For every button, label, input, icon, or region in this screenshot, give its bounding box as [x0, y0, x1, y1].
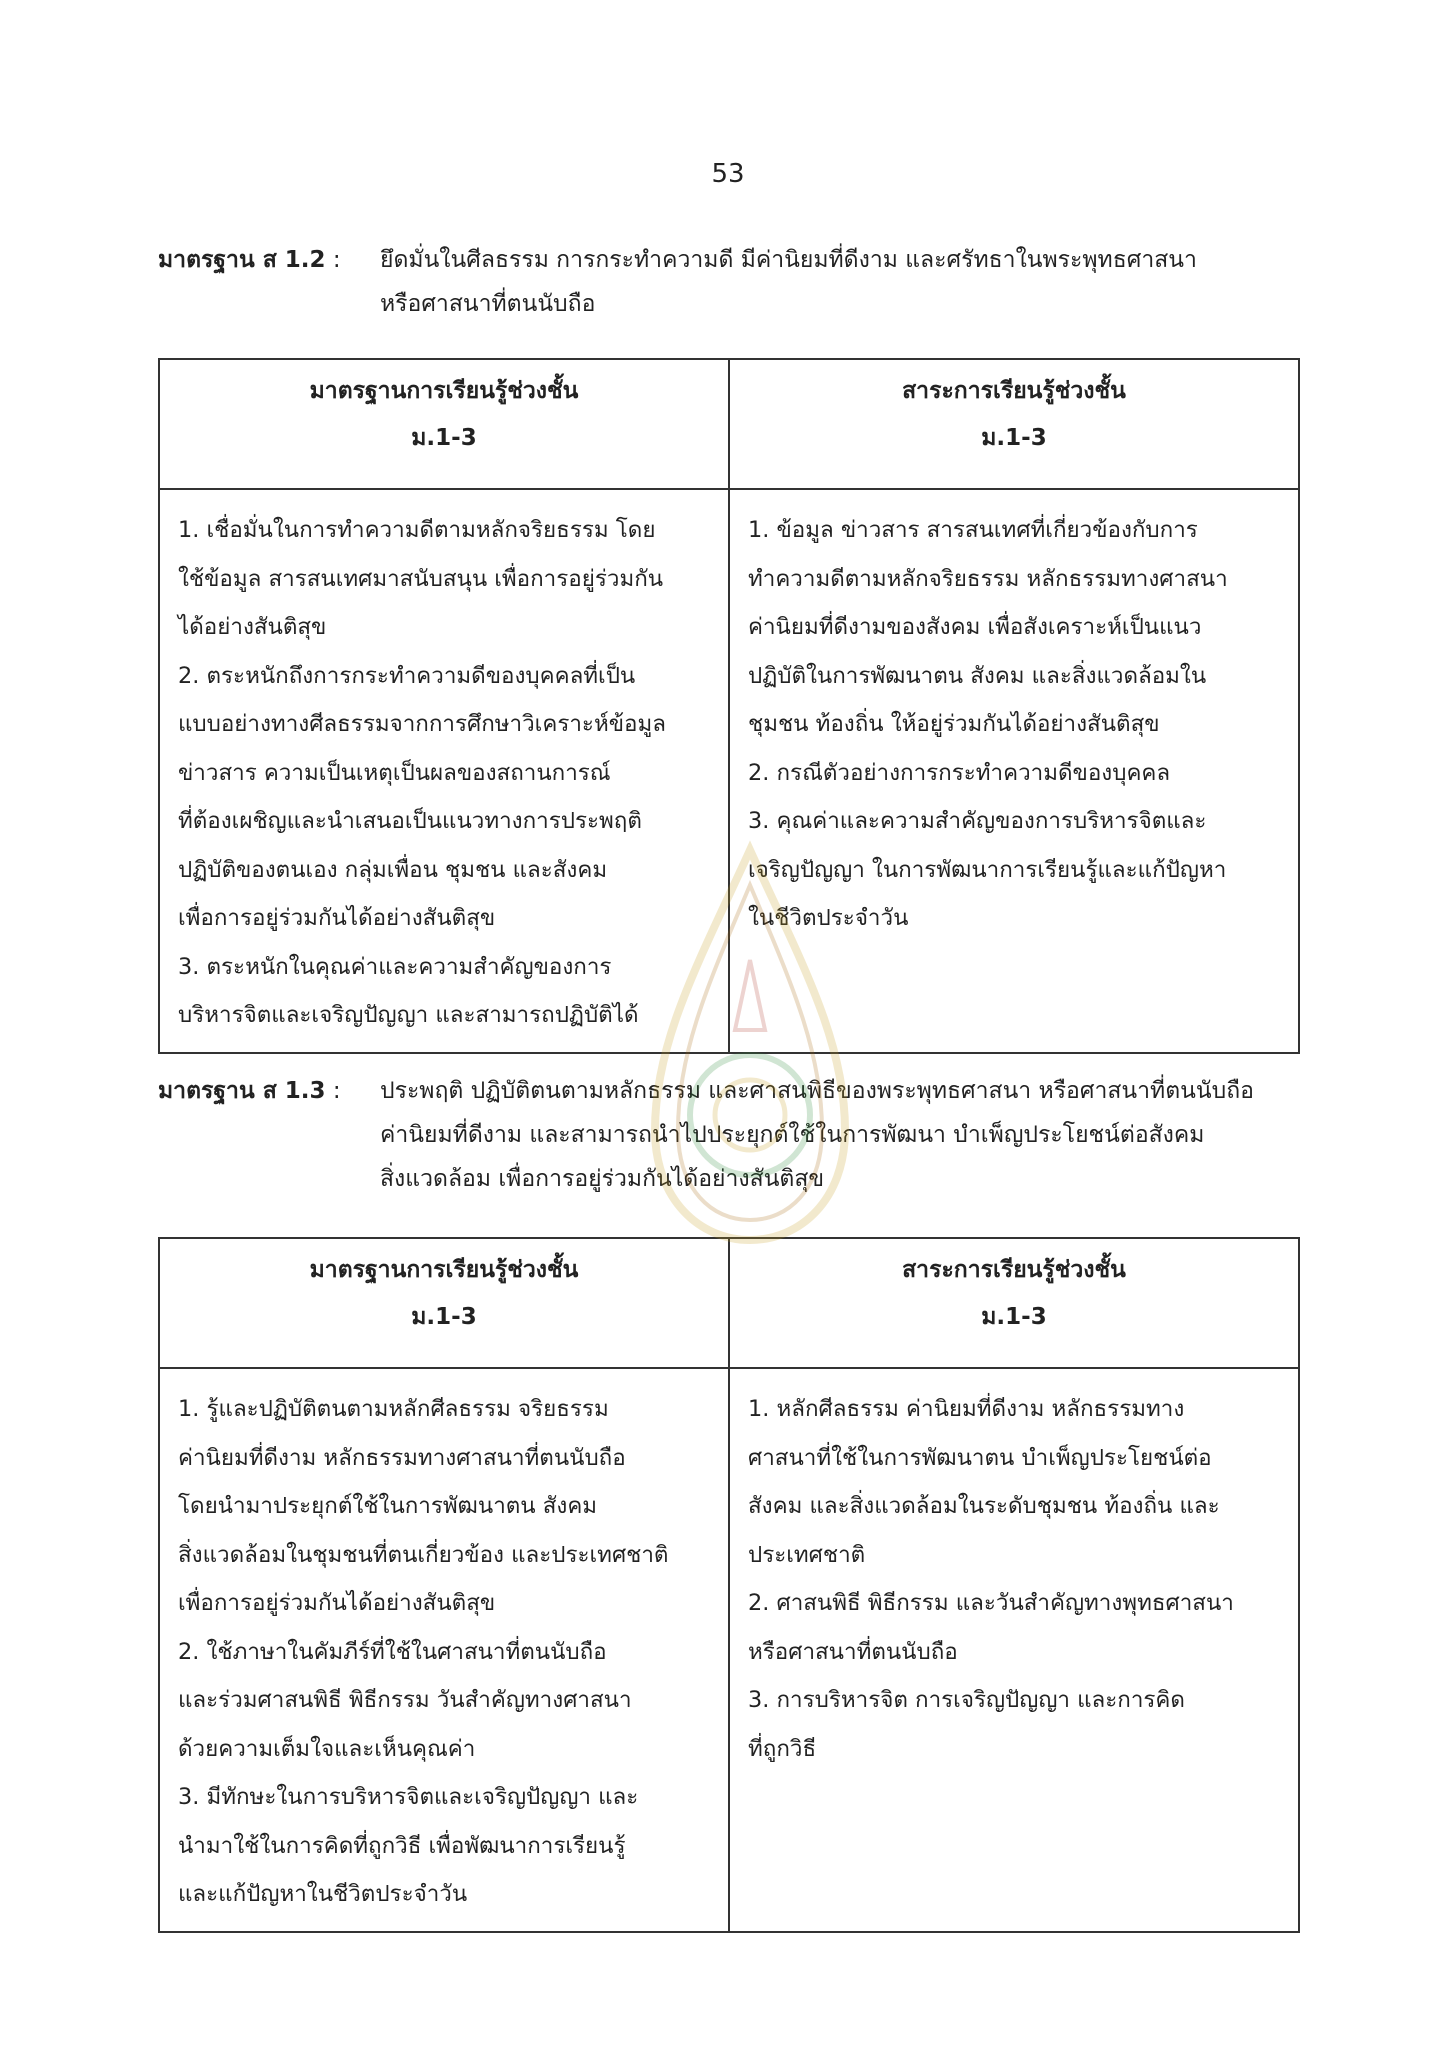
header-learning-standard: มาตรฐานการเรียนรู้ช่วงชั้น ม.1-3	[159, 1238, 729, 1368]
list-item: 2. ตระหนักถึงการกระทำความดีของบุคคลที่เป็น แบบอย่างทางศีลธรรมจากการศึกษาวิเคราะห์ข้อมูล ข่าวสาร ความเป็นเหตุเป็นผลของสถานการณ์ ที่ต้องเผชิญและนำเสนอเป็นแนวทางการประพฤติ ปฏิบัติของตนเอง กลุ่มเพื่อน ชุมชน และสังคม เพื่อการอยู่ร่วมกันได้อย่างสันติสุข	[178, 662, 666, 931]
learning-content-cell	[729, 1368, 1299, 1932]
list-item: 3. ตระหนักในคุณค่าและความสำคัญของการ บริหารจิตและเจริญปัญญา และสามารถปฏิบัติได้	[178, 953, 639, 1028]
list-item: 3. การบริหารจิต การเจริญปัญญา และการคิด ที่ถูกวิธี	[748, 1687, 1185, 1762]
header-learning-standard: มาตรฐานการเรียนรู้ช่วงชั้น ม.1-3	[159, 359, 729, 489]
list-item: 2. ศาสนพิธี พิธีกรรม และวันสำคัญทางพุทธศาสนา หรือศาสนาที่ตนนับถือ	[748, 1590, 1234, 1665]
list-item: 2. กรณีตัวอย่างการกระทำความดีของบุคคล	[748, 759, 1171, 786]
learning-standard-cell	[159, 489, 729, 1053]
learning-standard-cell	[159, 1368, 729, 1932]
learning-content-cell	[729, 489, 1299, 1053]
header-learning-content: สาระการเรียนรู้ช่วงชั้น ม.1-3	[729, 1238, 1299, 1368]
list-item: 1. หลักศีลธรรม ค่านิยมที่ดีงาม หลักธรรมทาง ศาสนาที่ใช้ในการพัฒนาตน บำเพ็ญประโยชน์ต่อ สังคม และสิ่งแวดล้อมในระดับชุมชน ท้องถิ่น และ ประเทศชาติ	[748, 1396, 1220, 1568]
list-item: 1. รู้และปฏิบัติตนตามหลักศีลธรรม จริยธรรม ค่านิยมที่ดีงาม หลักธรรมทางศาสนาที่ตนนับถือ โดยนำมาประยุกต์ใช้ในการพัฒนาตน สังคม สิ่งแวดล้อมในชุมชนที่ตนเกี่ยวข้อง และประเทศชาติ เพื่อการอยู่ร่วมกันได้อย่างสันติสุข	[178, 1396, 669, 1616]
list-item: 2. ใช้ภาษาในคัมภีร์ที่ใช้ในศาสนาที่ตนนับถือ และร่วมศาสนพิธี พิธีกรรม วันสำคัญทางศาสนา ด้วยความเต็มใจและเห็นคุณค่า	[178, 1638, 632, 1762]
list-item: 3. คุณค่าและความสำคัญของการบริหารจิตและ เจริญปัญญา ในการพัฒนาการเรียนรู้และแก้ปัญหา ในชีวิตประจำวัน	[748, 808, 1227, 931]
list-item: 1. ข้อมูล ข่าวสาร สารสนเทศที่เกี่ยวข้องกับการ ทำความดีตามหลักจริยธรรม หลักธรรมทางศาสนา ค่านิยมที่ดีงามของสังคม เพื่อสังเคราะห์เป็นแนว ปฏิบัติในการพัฒนาตน สังคม และสิ่งแวดล้อมใน ชุมชน ท้องถิ่น ให้อยู่ร่วมกันได้อย่างสันติสุข	[748, 517, 1228, 737]
standard-description: ประพฤติ ปฏิบัติตนตามหลักธรรม และศาสนพิธีของพระพุทธศาสนา หรือศาสนาที่ตนนับถือ ค่านิยมที่ดีงาม และสามารถนำไปประยุกต์ใช้ในการพัฒนา บำเพ็ญประโยชน์ต่อสังคม สิ่งแวดล้อม เพื่อการอยู่ร่วมกันได้อย่างสันติสุข	[380, 1078, 1254, 1192]
standard-heading-1-2	[158, 238, 1303, 326]
list-item: 3. มีทักษะในการบริหารจิตและเจริญปัญญา และ นำมาใช้ในการคิดที่ถูกวิธี เพื่อพัฒนาการเรียนรู้ และแก้ปัญหาในชีวิตประจำวัน	[178, 1784, 639, 1907]
standard-table-1-2	[158, 358, 1300, 1054]
list-item: 1. เชื่อมั่นในการทำความดีตามหลักจริยธรรม โดย ใช้ข้อมูล สารสนเทศมาสนับสนุน เพื่อการอยู่ร่วมกัน ได้อย่างสันติสุข	[178, 517, 664, 640]
header-learning-content: สาระการเรียนรู้ช่วงชั้น ม.1-3	[729, 359, 1299, 489]
page-number: 53	[711, 159, 745, 189]
standard-table-1-3	[158, 1237, 1300, 1933]
standard-code: มาตรฐาน ส 1.2 :	[158, 247, 341, 273]
standard-description: ยึดมั่นในศีลธรรม การกระทำความดี มีค่านิยมที่ดีงาม และศรัทธาในพระพุทธศาสนา หรือศาสนาที่ตนนับถือ	[380, 247, 1197, 317]
standard-heading-1-3	[158, 1069, 1303, 1201]
standard-code: มาตรฐาน ส 1.3 :	[158, 1078, 341, 1104]
